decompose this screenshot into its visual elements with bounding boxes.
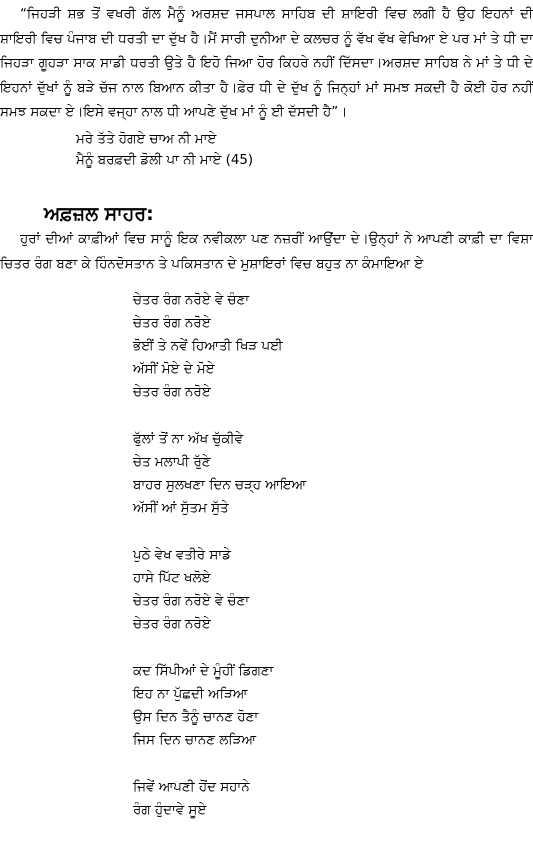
- section-heading: ਅਫ਼ਜ਼ਲ ਸਾਹਰ:: [44, 203, 154, 225]
- poem-line: ਭੋਈਂ ਤੇ ਨਵੇਂ ਹਿਆਤੀ ਖਿੜ ਪਈ: [133, 339, 283, 354]
- poem-stanza: [133, 776, 513, 822]
- section-paragraph: ਹੁਰਾਂ ਦੀਆਂ ਕਾਫ਼ੀਆਂ ਵਿਚ ਸਾਨੂੰ ਇਕ ਨਵੀਕਲਾ ਪਣ ਨਜ਼ਰੀਂ ਆਉਂਦਾ ਦੇ।ਉਨ੍ਹਾਂ ਨੇ ਆਪਣੀ ਕਾਫ਼ੀ ਦਾ ਵਿਸ਼ਾ ਚਿਤਰ ਰੰਗ ਬਣਾ ਕੇ ਹਿੰਨਦੋਸਤਾਨ ਤੇ ਪਕਿਸਤਾਨ ਦੇ ਮੁਸ਼ਾਇਰਾਂ ਵਿਚ ਬਹੁਤ ਨਾ ਕੰਮਾਇਆ ਏ: [0, 232, 533, 272]
- poem-stanza: [133, 544, 513, 636]
- poem-line: ਚੇਤਰ ਰੰਗ ਨਰੋਏ: [133, 617, 211, 632]
- poem-line: ਚੇਤ ਮਲਾਪੀ ਰੁੱਣੇ: [133, 455, 211, 470]
- poem-line: ਹਾਸੇ ਪਿੱਟ ਖਲੋਏ: [133, 571, 211, 586]
- poem-line: ਚੇਤਰ ਰੰਗ ਨਰੋਏ: [133, 316, 211, 331]
- poem-line: ਅੱਸੀਂ ਆਂ ਸੁੱਤਮ ਸੁੱਤੇ: [133, 501, 229, 516]
- poem-stanza: [133, 660, 513, 752]
- poem-line: ਉਸ ਦਿਨ ਤੈਨੂੰ ਚਾਨਣ ਹੋਣਾ: [133, 710, 259, 725]
- intro-paragraph: “ਜਿਹੜੀ ਸ਼ਭ ਤੋਂ ਵਖਰੀ ਗੱਲ ਮੈਨੂੰ ਅਰਸ਼ਦ ਜਸਪਾਲ ਸਾਹਿਬ ਦੀ ਸ਼ਾਇਰੀ ਵਿਚ ਲਗੀ ਹੈ ਉਹ ਇਹਨਾਂ ਦੀ ਸ਼ਾਇਰੀ ਵਿਚ ਪੰਜਾਬ ਦੀ ਧਰਤੀ ਦਾ ਦੁੱਖ ਹੈ।ਮੈਂ ਸਾਰੀ ਦੁਨੀਆ ਦੇ ਕਲਚਰ ਨੂੰ ਵੱਖ ਵੱਖ ਵੇਖਿਆ ਏ ਪਰ ਮਾਂ ਤੇ ਧੀ ਦਾ ਜਿਹੜਾ ਗੂਹੜਾ ਸਾਕ ਸਾਡੀ ਧਰਤੀ ਉਤੇ ਹੈ ਇਹੋ ਜਿਆ ਹੋਰ ਕਿਹਰੇ ਨਹੀਂ ਦਿੱਸਦਾ।ਅਰਸ਼ਦ ਸਾਹਿਬ ਨੇ ਮਾਂ ਤੇ ਧੀ ਦੇ ਇਹਨਾਂ ਦੁੱਖਾਂ ਨੂੰ ਬੜੇ ਚੱਜ ਨਾਲ ਬਿਆਨ ਕੀਤਾ ਹੈ।ਫ਼ੇਰ ਧੀ ਦੇ ਦੁੱਖ ਨੂੰ ਜਿਨ੍ਹਾਂ ਮਾਂ ਸਮਝ ਸਕਦੀ ਹੈ ਕੋਈ ਹੋਰ ਨਹੀਂ ਸਮਝ ਸਕਦਾ ਏ।ਇਸੇ ਵਜ੍ਹਾ ਨਾਲ ਧੀ ਆਪਣੇ ਦੁੱਖ ਮਾਂ ਨੂੰ ਈ ਦੱਸਦੀ ਹੈ”।: [0, 7, 533, 120]
- poem-line: ਪੁਠੇ ਵੇਖ ਵਤੀਰੇ ਸਾਡੇ: [133, 548, 231, 563]
- poem-line: ਕਦ ਸਿੱਪੀਆਂ ਦੇ ਮੂੰਹੀਂ ਡਿਗਣਾ: [133, 664, 274, 679]
- poem-line: ਬਾਹਰ ਸੁਲਖਣਾ ਦਿਨ ਚੜ੍ਹ ਆਇਆ: [133, 478, 307, 493]
- poem: [133, 289, 513, 846]
- poem-line: ਇਹ ਨਾ ਪੁੱਛਦੀ ਅੜਿਆ: [133, 687, 248, 702]
- poem-line: ਜਿਸ ਦਿਨ ਚਾਨਣ ਲੜਿਆ: [133, 733, 256, 748]
- poem-stanza: [133, 428, 513, 520]
- poem-line: ਜਿਵੇਂ ਆਪਣੀ ਹੋਂਦ ਸਹਾਨੇ: [133, 780, 250, 795]
- quote-line: ਮਰੇ ਤੱਤੇ ਹੋਗਏ ਚਾਅ ਨੀ ਮਾਏ: [76, 132, 217, 147]
- poem-line: ਫੁੱਲਾਂ ਤੋਂ ਨਾ ਅੱਖ ਚੁੱਕੀਵੇ: [133, 432, 243, 447]
- poem-line: ਰੰਗ ਹੁੰਦਾਵੇ ਸੂਏ: [133, 803, 207, 818]
- poem-line: ਚੇਤਰ ਰੰਗ ਨਰੋਏ ਵੇ ਚੰਣਾ: [133, 594, 250, 609]
- quote-line: ਮੈਨੂੰ ਬਰਫ਼ਦੀ ਡੋਲੀ ਪਾ ਨੀ ਮਾਏ (45): [76, 153, 254, 168]
- poem-line: ਚੇਤਰ ਰੰਗ ਨਰੋਏ ਵੇ ਚੰਣਾ: [133, 293, 250, 308]
- poem-line: ਅੱਸੀਂ ਮੋਏ ਦੇ ਮੋਏ: [133, 362, 215, 377]
- poem-stanza: [133, 289, 513, 404]
- poem-line: ਚੇਤਰ ਰੰਗ ਨਰੋਏ: [133, 385, 211, 400]
